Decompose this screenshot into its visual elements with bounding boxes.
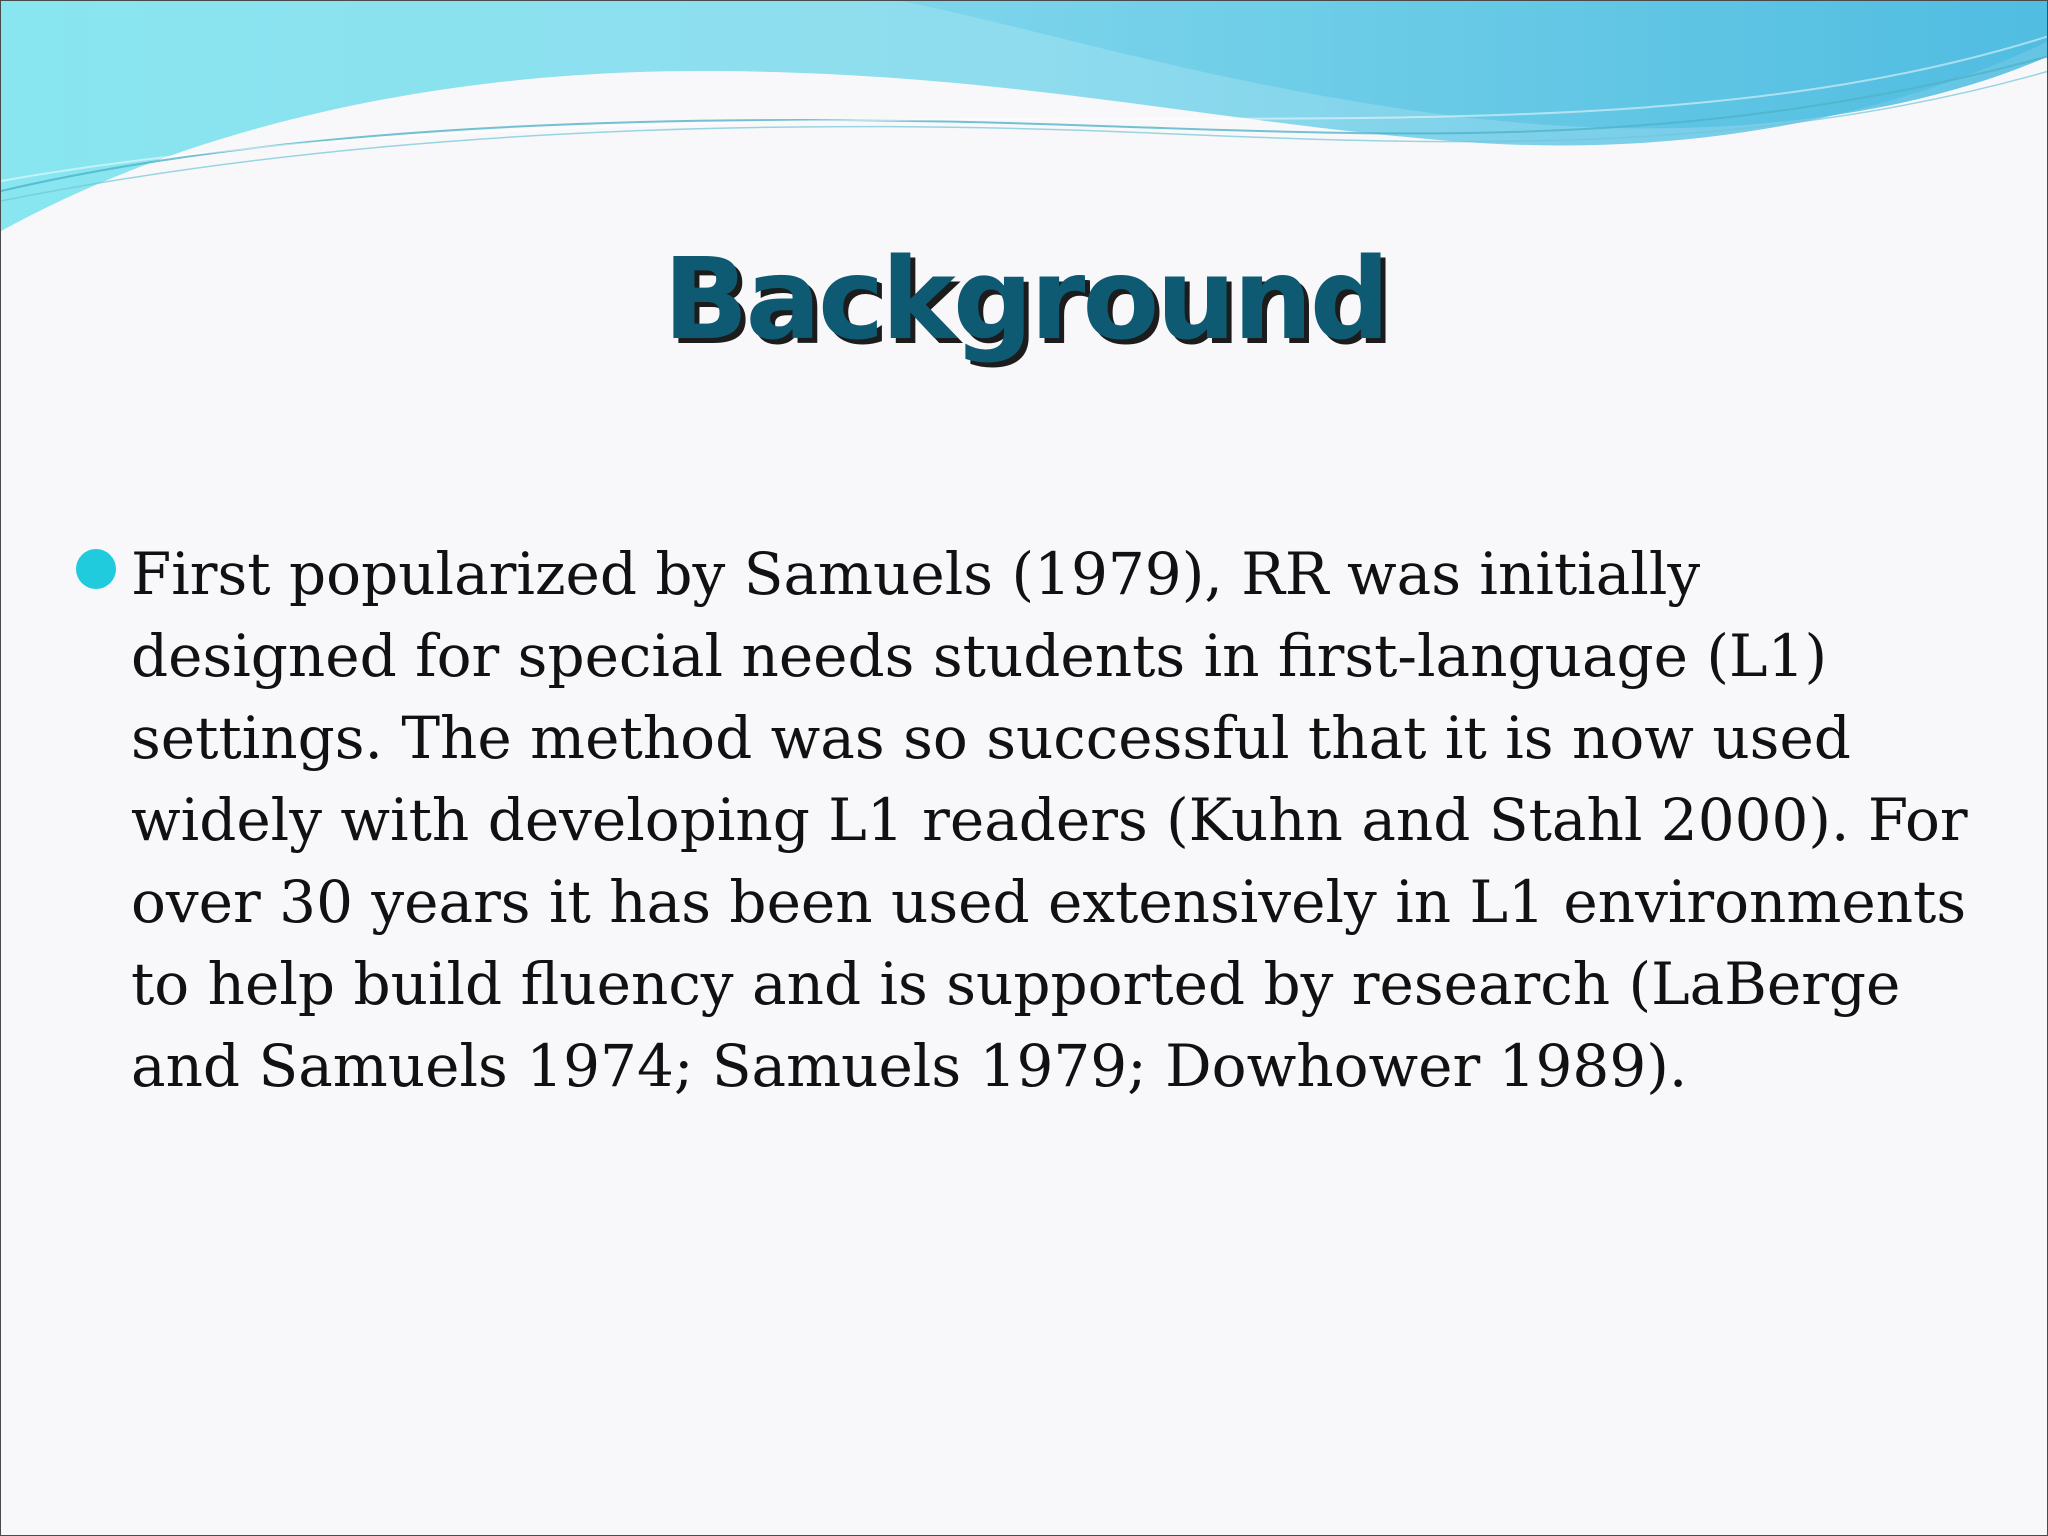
slide-title: Background	[663, 235, 1387, 365]
bullet-dot-icon	[76, 549, 116, 589]
bullet-item	[71, 533, 1971, 1107]
header-wave-decoration	[1, 1, 2048, 241]
slide-body	[71, 533, 1971, 1107]
bullet-text: First popularized by Samuels (1979), RR was initially designed for special needs students in first-language (L1) settings. The method was so successful that it is now used widely with developing L1 readers (Kuhn and Stahl 2000). For over 30 years it has been used extensively in L1 environments to help build fluency and is supported by research (LaBerge and Samuels 1974; Samuels 1979; Dowhower 1989).	[131, 540, 1968, 1100]
